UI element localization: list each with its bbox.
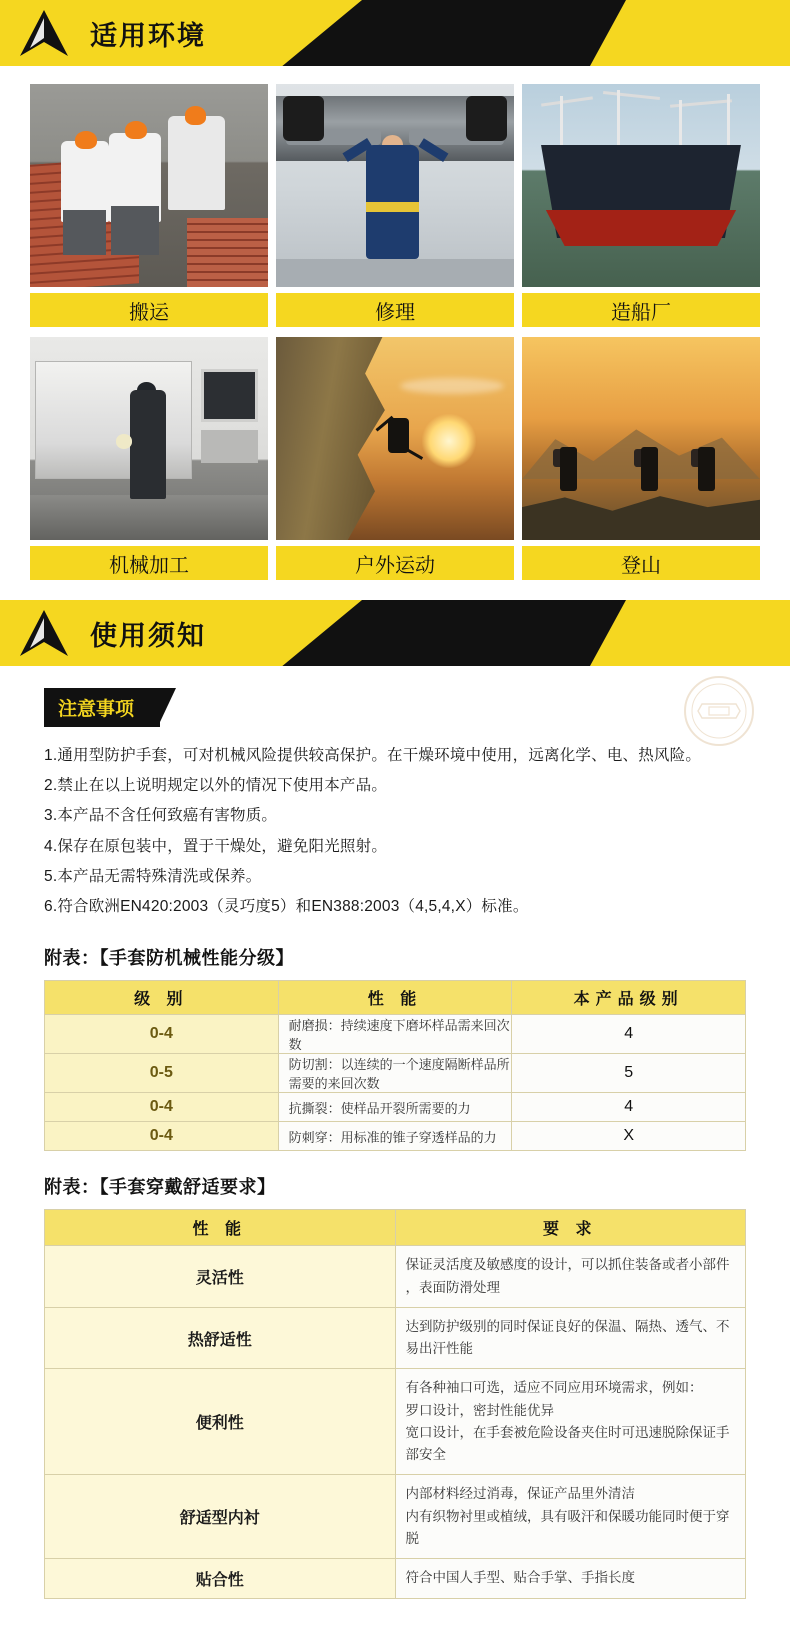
table-row [45,1015,746,1054]
environment-item [522,337,760,590]
table2-cell-requirement: 符合中国人手型、贴合手掌、手指长度 [395,1559,746,1598]
table1-cell-level: 0-4 [45,1122,279,1151]
table2-cell-requirement: 达到防护级别的同时保证良好的保温、隔热、透气、不 易出汗性能 [395,1307,746,1369]
table-row [45,1559,746,1598]
bottom-spacer [44,1599,746,1627]
section-banner-usage [0,600,790,666]
photo-rock-climber-sunset [276,337,514,540]
table-row [45,1122,746,1151]
environment-label: 修理 [276,293,514,327]
table-row [45,1246,746,1308]
table2-header-property: 性 能 [45,1210,396,1246]
table2-cell-property: 舒适型内衬 [45,1475,396,1559]
photo-hikers-on-ridge-sunset [522,337,760,540]
environment-item [522,84,760,337]
table1-cell-desc: 防切割：以连续的一个速度隔断样品所需要的来回次数 [278,1054,512,1093]
table2-cell-property: 灵活性 [45,1246,396,1308]
environment-label: 机械加工 [30,546,268,580]
table1-cell-desc: 耐磨损：持续速度下磨坏样品需来回次数 [278,1015,512,1054]
table1-cell-value: X [512,1122,746,1151]
notice-item: 6.符合欧洲EN420:2003（灵巧度5）和EN388:2003（4,5,4,X）标准。 [44,898,529,916]
environment-item [30,84,268,337]
table2-cell-property: 贴合性 [45,1559,396,1598]
table2-cell-requirement: 有各种袖口可选，适应不同应用环境需求，例如： 罗口设计，密封性能优异 宽口设计，在手套被危险设备夹住时可迅速脱除保证手部安全 [395,1369,746,1475]
table1-cell-level: 0-4 [45,1093,279,1122]
brand-arrow-logo-icon [18,8,70,58]
environment-label: 搬运 [30,293,268,327]
notice-item: 5.本产品无需特殊清洗或保养。 [44,867,262,885]
photo-workers-carrying-bricks [30,84,268,287]
environment-label: 登山 [522,546,760,580]
section-title-environment: 适用环境 [90,21,206,51]
notice-item: 3.本产品不含任何致癌有害物质。 [44,807,278,825]
table2-cell-property: 便利性 [45,1369,396,1475]
environment-item [276,337,514,590]
environment-item [276,84,514,337]
table1-cell-desc: 防刺穿：用标准的锥子穿透样品的力 [278,1122,512,1151]
table-header-row [45,1210,746,1246]
table1-cell-value: 4 [512,1015,746,1054]
table1-cell-value: 5 [512,1054,746,1093]
table1-cell-value: 4 [512,1093,746,1122]
table1-header-performance: 性 能 [278,981,512,1015]
environment-label: 造船厂 [522,293,760,327]
table1-header-level: 级 别 [45,981,279,1015]
photo-cnc-machine-operator [30,337,268,540]
table-row [45,1475,746,1559]
table1-cell-level: 0-5 [45,1054,279,1093]
table-header-row [45,981,746,1015]
photo-shipyard-cranes-hull [522,84,760,287]
table2-header-requirement: 要 求 [395,1210,746,1246]
section-banner-environment [0,0,790,66]
table2-title: 附表：【手套穿戴舒适要求】 [44,1177,276,1198]
environment-item [30,337,268,590]
notice-tag: 注意事项 [44,688,160,727]
mechanical-performance-table [44,980,746,1151]
circular-stamp-watermark-icon [682,674,756,748]
section-title-usage: 使用须知 [90,621,206,651]
table1-header-product-level: 本产品级别 [512,981,746,1015]
notice-item: 1.通用型防护手套，可对机械风险提供较高保护。在干燥环境中使用，远离化学、电、热风险。 [44,747,702,764]
table1-cell-level: 0-4 [45,1015,279,1054]
comfort-requirements-table [44,1209,746,1598]
table2-cell-requirement: 内部材料经过消毒，保证产品里外清洁 内有织物衬里或植绒，具有吸汗和保暖功能同时便于穿脱 [395,1475,746,1559]
notice-item: 4.保存在原包装中，置于干燥处，避免阳光照射。 [44,837,388,855]
table1-title: 附表：【手套防机械性能分级】 [44,948,294,969]
environment-grid [30,84,760,590]
table-row [45,1307,746,1369]
usage-notice-wrapper [0,666,790,1631]
brand-arrow-logo-icon [18,608,70,658]
photo-mechanic-under-car [276,84,514,287]
table-row [45,1369,746,1475]
table-row [45,1054,746,1093]
table-row [45,1093,746,1122]
environment-label: 户外运动 [276,546,514,580]
table2-cell-property: 热舒适性 [45,1307,396,1369]
notice-item: 2.禁止在以上说明规定以外的情况下使用本产品。 [44,777,388,795]
table2-cell-requirement: 保证灵活度及敏感度的设计，可以抓住装备或者小部件 ，表面防滑处理 [395,1246,746,1308]
environment-grid-wrapper [0,66,790,600]
table1-cell-desc: 抗撕裂：使样品开裂所需要的力 [278,1093,512,1122]
